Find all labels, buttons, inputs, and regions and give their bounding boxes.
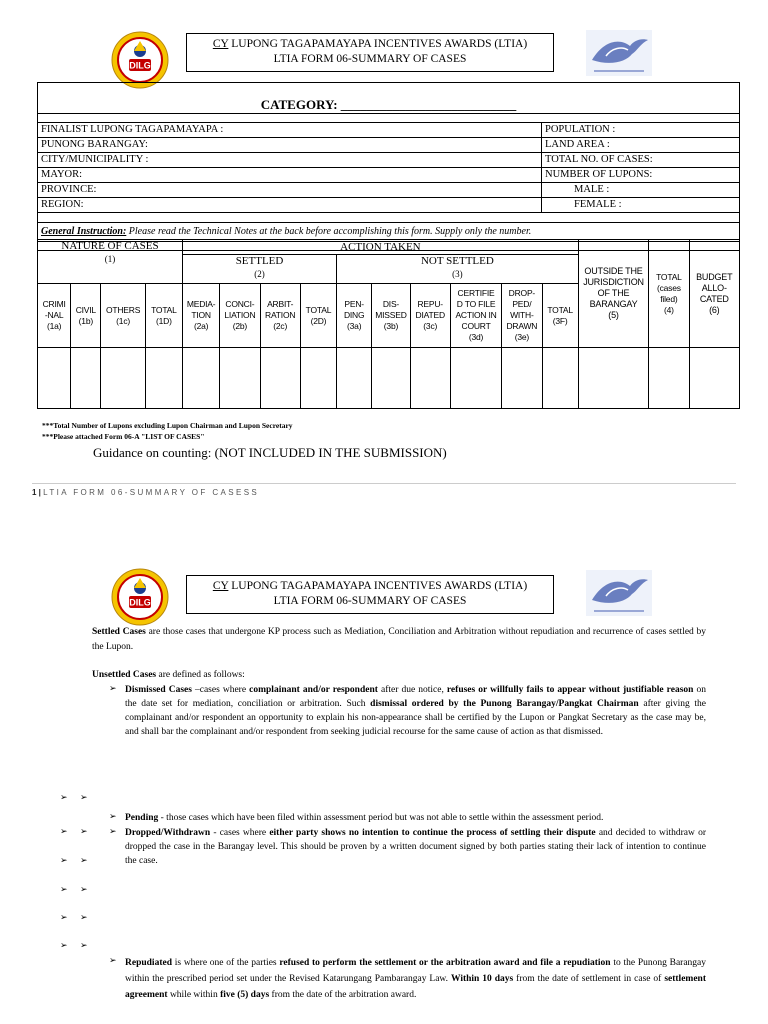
cell-arbitration[interactable] — [260, 348, 300, 409]
population-field[interactable]: POPULATION : — [542, 122, 740, 137]
dilg-logo-text: DILG — [129, 60, 151, 71]
form-subtitle: LTIA FORM 06-SUMMARY OF CASES — [273, 595, 467, 607]
cell-budget[interactable] — [689, 348, 739, 409]
col-header-others: OTHERS (1c) — [101, 284, 145, 348]
col-header-arbitration: ARBIT- RATION (2c) — [260, 284, 300, 348]
note-attach-form: ***Please attached Form 06-A "LIST OF CASES" — [42, 432, 205, 441]
settled-cases-definition: Settled Cases are those cases that undergone KP process such as Mediation, Conciliation and Arbitration without repudiation and recurrence of cases settled by the Lupon. — [92, 627, 706, 652]
total-cases-filed-header: TOTAL (cases filed) (4) — [649, 240, 689, 348]
male-field[interactable]: MALE : — [542, 182, 740, 197]
cell-total-filed[interactable] — [649, 348, 689, 409]
data-entry-row — [38, 348, 740, 409]
arrow-bullet-icon: ➢ — [109, 956, 117, 966]
form-title-box-page2 — [186, 575, 554, 614]
budget-allocated-header: BUDGET ALLO- CATED (6) — [689, 240, 739, 348]
arrow-bullet-icon: ➢ — [60, 941, 68, 951]
arrow-bullet-icon: ➢ — [80, 885, 88, 895]
dove-logo-page2 — [586, 570, 652, 621]
note-lupons: ***Total Number of Lupons excluding Lupon Chairman and Lupon Secretary — [42, 421, 293, 430]
arrow-bullet-icon: ➢ — [80, 941, 88, 951]
arrow-bullet-icon: ➢ — [80, 913, 88, 923]
col-header-conciliation: CONCI- LIATION (2b) — [220, 284, 260, 348]
col-header-mediation: MEDIA- TION (2a) — [183, 284, 220, 348]
cell-mediation[interactable] — [183, 348, 220, 409]
form-title-line1: CY LUPONG TAGAPAMAYAPA INCENTIVES AWARDS (LTIA) — [212, 38, 528, 50]
col-header-total-1d: TOTAL (1D) — [145, 284, 182, 348]
dismissed-cases-definition: Dismissed Cases –cases where complainant and/or respondent after due notice, refuses or willfully fails to appear without justifiable reason on the date set for mediation, conciliation or arbitration. Such dismissal ordered by the Punong Barangay/Pangkat Chairman after giving the complainant and/or respondent an opportunity to explain his non-appearance shall be certified by the Lupon or Pangkat Secretary as the case may be, and shall bar the complainant and/or respondent from seeking judicial recourse for the same cause of action as that dismissed. — [125, 685, 707, 737]
arrow-bullet-icon: ➢ — [60, 856, 68, 866]
form-title-line1: CY LUPONG TAGAPAMAYAPA INCENTIVES AWARDS (LTIA) — [212, 580, 528, 592]
cell-total-1d[interactable] — [145, 348, 182, 409]
unsettled-cases-heading: Unsettled Cases are defined as follows: — [92, 670, 245, 680]
arrow-bullet-icon: ➢ — [60, 885, 68, 895]
province-field[interactable]: PROVINCE: — [38, 182, 542, 197]
mayor-field[interactable]: MAYOR: — [38, 167, 542, 182]
region-field[interactable]: REGION: — [38, 197, 542, 212]
col-header-repudiated: REPU- DIATED (3c) — [410, 284, 450, 348]
arrow-bullet-icon: ➢ — [60, 913, 68, 923]
guidance-heading: Guidance on counting: (NOT INCLUDED IN THE SUBMISSION) — [93, 445, 447, 460]
dove-logo — [586, 30, 652, 81]
punong-barangay-field[interactable]: PUNONG BARANGAY: — [38, 137, 542, 152]
outside-jurisdiction-header: OUTSIDE THE JURISDICTION OF THE BARANGAY (5) — [578, 240, 649, 348]
cell-criminal[interactable] — [38, 348, 71, 409]
arrow-bullet-icon: ➢ — [109, 827, 117, 837]
female-field[interactable]: FEMALE : — [542, 197, 740, 212]
not-settled-header: NOT SETTLED (3) — [337, 255, 579, 284]
number-lupons-field[interactable]: NUMBER OF LUPONS: — [542, 167, 740, 182]
cell-total-2d[interactable] — [300, 348, 336, 409]
nature-of-cases-header: NATURE OF CASES (1) — [38, 240, 183, 284]
col-header-dismissed: DIS- MISSED (3b) — [372, 284, 410, 348]
col-header-certified-to-court: CERTIFIE D TO FILE ACTION IN COURT (3d) — [450, 284, 501, 348]
col-header-dropped-withdrawn: DROP- PED/ WITH- DRAWN (3e) — [502, 284, 542, 348]
arrow-bullet-icon: ➢ — [109, 812, 117, 822]
cell-certified[interactable] — [450, 348, 501, 409]
category-field[interactable]: CATEGORY: ___________________________ — [38, 97, 740, 114]
col-header-total-3f: TOTAL (3F) — [542, 284, 578, 348]
action-taken-header: ACTION TAKEN — [183, 240, 579, 255]
pending-definition: Pending - those cases which have been filed within assessment period but was not able to settle within the assessment period. — [125, 813, 604, 823]
total-cases-field[interactable]: TOTAL NO. OF CASES: — [542, 152, 740, 167]
col-header-total-2d: TOTAL (2D) — [300, 284, 336, 348]
page-footer: 1 | LTIA FORM 06-SUMMARY OF CASESS — [32, 488, 260, 497]
dropped-withdrawn-definition: Dropped/Withdrawn - cases where either party shows no intention to continue the process of settling their dispute and decided to withdraw or dropped the case in the Barangay level. This should be proven by a written document signed by both parties stating their lack of intention to continue the case. — [125, 828, 706, 866]
finalist-field[interactable]: FINALIST LUPONG TAGAPAMAYAPA : — [38, 122, 542, 137]
cases-table — [37, 239, 740, 409]
col-header-criminal: CRIMI -NAL (1a) — [38, 284, 71, 348]
general-instruction: General Instruction: Please read the Technical Notes at the back before accomplishing this form. Supply only the number. — [38, 222, 740, 241]
settled-header: SETTLED (2) — [183, 255, 337, 284]
arrow-bullet-icon: ➢ — [80, 827, 88, 837]
cell-dismissed[interactable] — [372, 348, 410, 409]
dilg-logo-page2 — [111, 568, 169, 631]
info-form — [37, 82, 740, 251]
form-title-box — [186, 33, 554, 72]
footer-divider — [32, 483, 736, 484]
cell-civil[interactable] — [71, 348, 101, 409]
arrow-bullet-icon: ➢ — [109, 684, 117, 694]
arrow-bullet-icon: ➢ — [80, 793, 88, 803]
cell-others[interactable] — [101, 348, 145, 409]
cell-conciliation[interactable] — [220, 348, 260, 409]
repudiated-definition: Repudiated is where one of the parties refused to perform the settlement or the arbitration award and file a repudiation to the Punong Barangay within the prescribed period set under the Revised Katarungang Pambarangay Law. Within 10 days from the date of settlement in case of settlement agreement while within five (5) days from the date of the arbitration award. — [125, 958, 707, 1000]
col-header-civil: CIVIL (1b) — [71, 284, 101, 348]
col-header-pending: PEN- DING (3a) — [337, 284, 372, 348]
dilg-logo-text: DILG — [129, 597, 151, 608]
land-area-field[interactable]: LAND AREA : — [542, 137, 740, 152]
arrow-bullet-icon: ➢ — [60, 827, 68, 837]
arrow-bullet-icon: ➢ — [60, 793, 68, 803]
form-subtitle: LTIA FORM 06-SUMMARY OF CASES — [273, 53, 467, 65]
cell-dropped[interactable] — [502, 348, 542, 409]
city-municipality-field[interactable]: CITY/MUNICIPALITY : — [38, 152, 542, 167]
cell-repudiated[interactable] — [410, 348, 450, 409]
cell-total-3f[interactable] — [542, 348, 578, 409]
arrow-bullet-icon: ➢ — [80, 856, 88, 866]
cell-outside[interactable] — [578, 348, 649, 409]
cell-pending[interactable] — [337, 348, 372, 409]
